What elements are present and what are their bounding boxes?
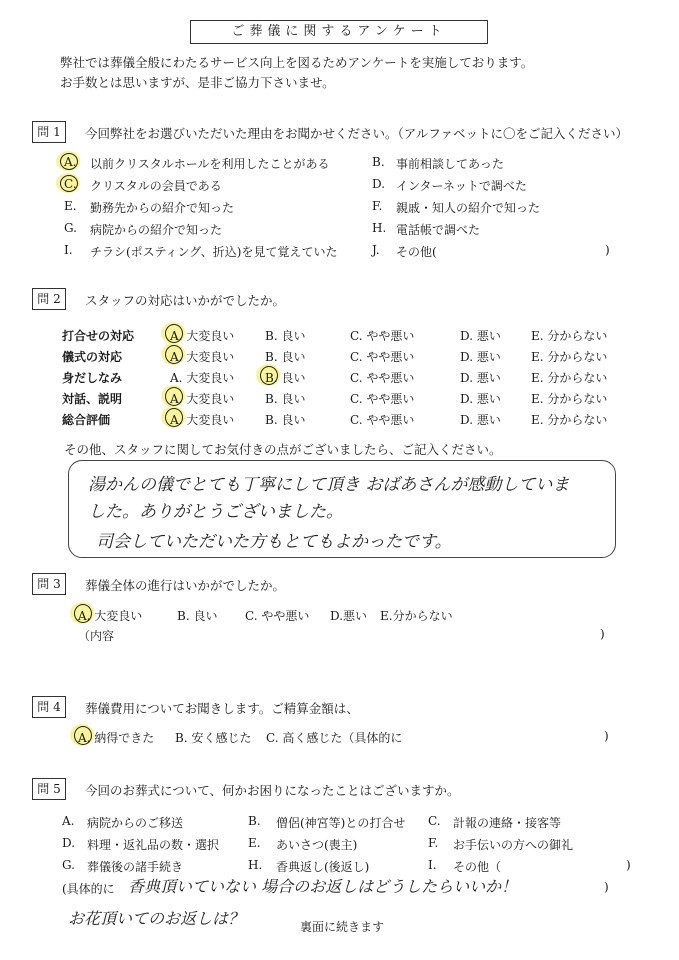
q2-choice[interactable]: D. 悪い xyxy=(460,329,501,343)
q1-option-j[interactable]: その他( xyxy=(396,245,437,259)
intro-line-1: 弊社では葬儀全般にわたるサービス向上を図るためアンケートを実施しております。 xyxy=(60,55,534,70)
intro-line-2: お手数とは思いますが、是非ご協力下さいませ。 xyxy=(60,75,335,90)
q5-label: 問 5 xyxy=(32,778,66,800)
q2-comment-prompt: その他、スタッフに関してお気付きの点がございましたら、ご記入ください。 xyxy=(64,442,502,457)
q2-choice[interactable]: B. 良い xyxy=(265,329,306,343)
q5-option[interactable]: 計報の連絡・接客等 xyxy=(453,816,562,830)
q1-option-h-letter[interactable]: H. xyxy=(372,221,387,235)
q4-choice[interactable]: C. 高く感じた（具体的に xyxy=(266,731,403,745)
q3-detail-close: ) xyxy=(600,627,605,641)
q1-option-d-letter[interactable]: D. xyxy=(372,177,386,191)
q5-option[interactable]: お手伝いの方への御礼 xyxy=(453,838,574,852)
q1-option-h[interactable]: 電話帳で調べた xyxy=(396,223,481,237)
q3-text: 葬儀全体の進行はいかがでしたか。 xyxy=(85,578,286,593)
q2-row-label: 総合評価 xyxy=(62,413,111,427)
q1-option-a-letter[interactable]: A. xyxy=(64,155,77,169)
q5-option-letter[interactable]: D. xyxy=(62,836,76,850)
q1-option-e[interactable]: 勤務先からの紹介で知った xyxy=(90,201,235,215)
q2-choice[interactable]: A. 大変良い xyxy=(170,329,235,343)
q1-option-f-letter[interactable]: F. xyxy=(372,199,383,213)
q1-option-c[interactable]: クリスタルの会員である xyxy=(90,179,222,193)
q2-choice[interactable]: E. 分からない xyxy=(531,329,608,343)
q3-label: 問 3 xyxy=(32,573,66,595)
q2-choice[interactable]: D. 悪い xyxy=(460,350,501,364)
q1-option-i-letter[interactable]: I. xyxy=(64,243,73,257)
q1-option-b[interactable]: 事前相談してあった xyxy=(396,157,504,171)
q2-choice[interactable]: E. 分からない xyxy=(531,392,608,406)
q2-row-label: 儀式の対応 xyxy=(62,350,123,364)
q2-choice[interactable]: C. やや悪い xyxy=(350,392,415,406)
q5-option[interactable]: その他（ xyxy=(453,860,502,874)
continue-note: 裏面に続きます xyxy=(300,920,385,934)
q3-detail-open: （内容 xyxy=(78,629,115,643)
q1-option-c-letter[interactable]: C. xyxy=(64,177,77,191)
handwritten-comment: した。ありがとうございました。 xyxy=(88,502,343,522)
q2-choice[interactable]: E. 分からない xyxy=(531,350,608,364)
q3-choice[interactable]: D.悪い xyxy=(330,609,368,623)
handwritten-comment: 湯かんの儀でとても丁寧にして頂き おばあさんが感動していま xyxy=(88,475,570,495)
q1-option-d[interactable]: インターネットで調べた xyxy=(396,179,527,193)
survey-title: ご葬儀に関するアンケート xyxy=(190,20,488,44)
q5-option-letter[interactable]: H. xyxy=(248,858,263,872)
q2-choice[interactable]: B. 良い xyxy=(265,350,306,364)
q1-option-a[interactable]: 以前クリスタルホールを利用したことがある xyxy=(90,157,330,171)
q4-text: 葬儀費用についてお聞きします。ご精算金額は、 xyxy=(85,701,359,716)
q5-option[interactable]: あいさつ(喪主) xyxy=(276,838,358,852)
q2-choice[interactable]: A. 大変良い xyxy=(170,413,235,427)
q5-option-letter[interactable]: B. xyxy=(248,814,261,828)
q2-choice[interactable]: C. やや悪い xyxy=(350,371,415,385)
q5-option-letter[interactable]: E. xyxy=(248,836,261,850)
q4-close-paren: ) xyxy=(604,729,609,743)
q5-option-letter[interactable]: F. xyxy=(428,836,439,850)
q1-option-g[interactable]: 病院からの紹介で知った xyxy=(90,223,223,237)
q5-option-letter[interactable]: G. xyxy=(62,858,75,872)
q3-choice[interactable]: A. 大変良い xyxy=(78,609,143,623)
q3-choice[interactable]: C. やや悪い xyxy=(245,609,310,623)
q2-choice[interactable]: E. 分からない xyxy=(531,413,608,427)
q2-choice[interactable]: D. 悪い xyxy=(460,371,501,385)
q1-option-i[interactable]: チラシ(ポスティング、折込)を見て覚えていた xyxy=(90,245,338,259)
q2-row-label: 身だしなみ xyxy=(62,371,123,385)
handwritten-comment: 司会していただいた方もとてもよかったです。 xyxy=(96,532,452,552)
q5-option-letter[interactable]: C. xyxy=(428,814,441,828)
q2-choice[interactable]: C. やや悪い xyxy=(350,329,415,343)
q3-choice[interactable]: E.分からない xyxy=(380,609,453,623)
q5-option[interactable]: 料理・返礼品の数・選択 xyxy=(87,838,220,852)
q1-option-j-letter[interactable]: J. xyxy=(372,243,380,257)
q1-option-e-letter[interactable]: E. xyxy=(64,199,77,213)
q1-option-b-letter[interactable]: B. xyxy=(372,155,385,169)
q5-detail-open: (具体的に xyxy=(62,882,115,896)
q2-row-label: 打合せの対応 xyxy=(62,329,135,343)
q2-choice[interactable]: A. 大変良い xyxy=(170,371,235,385)
q1-text: 今回弊社をお選びいただいた理由をお聞かせください。（アルファベットに〇をご記入ください） xyxy=(85,126,629,141)
handwritten-answer: 香典頂いていない 場合のお返しはどうしたらいいか！ xyxy=(128,877,518,896)
q1-label: 問 1 xyxy=(32,121,66,143)
q2-choice[interactable]: E. 分からない xyxy=(531,371,608,385)
q3-choice[interactable]: B. 良い xyxy=(177,609,218,623)
q2-label: 問 2 xyxy=(32,288,66,310)
q2-choice[interactable]: C. やや悪い xyxy=(350,350,415,364)
q4-label: 問 4 xyxy=(32,696,66,718)
q2-choice[interactable]: D. 悪い xyxy=(460,413,501,427)
q1-option-g-letter[interactable]: G. xyxy=(64,221,77,235)
q4-choice[interactable]: B. 安く感じた xyxy=(175,731,252,745)
q5-option-letter[interactable]: A. xyxy=(62,814,75,828)
q5-other-close: ) xyxy=(626,858,631,872)
q5-text: 今回のお葬式について、何かお困りになったことはございますか。 xyxy=(85,783,460,798)
q2-choice[interactable]: D. 悪い xyxy=(460,392,501,406)
q2-choice[interactable]: A. 大変良い xyxy=(170,350,235,364)
q5-detail-close: ) xyxy=(604,880,609,894)
q5-option[interactable]: 葬儀後の諸手続き xyxy=(87,860,184,874)
q2-choice[interactable]: C. やや悪い xyxy=(350,413,415,427)
q2-choice[interactable]: B. 良い xyxy=(265,392,306,406)
q5-option[interactable]: 僧侶(神宮等)との打合せ xyxy=(276,816,406,830)
q1-close-paren: ) xyxy=(605,243,610,257)
q4-choice[interactable]: A. 納得できた xyxy=(78,731,155,745)
q2-text: スタッフの対応はいかがでしたか。 xyxy=(85,293,286,308)
q2-choice[interactable]: A. 大変良い xyxy=(170,392,235,406)
q5-option[interactable]: 病院からのご移送 xyxy=(87,816,184,830)
q5-option[interactable]: 香典返し(後返し) xyxy=(276,860,370,874)
q5-option-letter[interactable]: I. xyxy=(428,858,437,872)
q2-choice[interactable]: B. 良い xyxy=(265,413,306,427)
q1-option-f[interactable]: 親戚・知人の紹介で知った xyxy=(396,201,541,215)
q2-choice[interactable]: B. 良い xyxy=(265,371,306,385)
handwritten-answer: お花頂いてのお返しは？ xyxy=(68,909,245,928)
q2-row-label: 対話、説明 xyxy=(62,392,123,406)
